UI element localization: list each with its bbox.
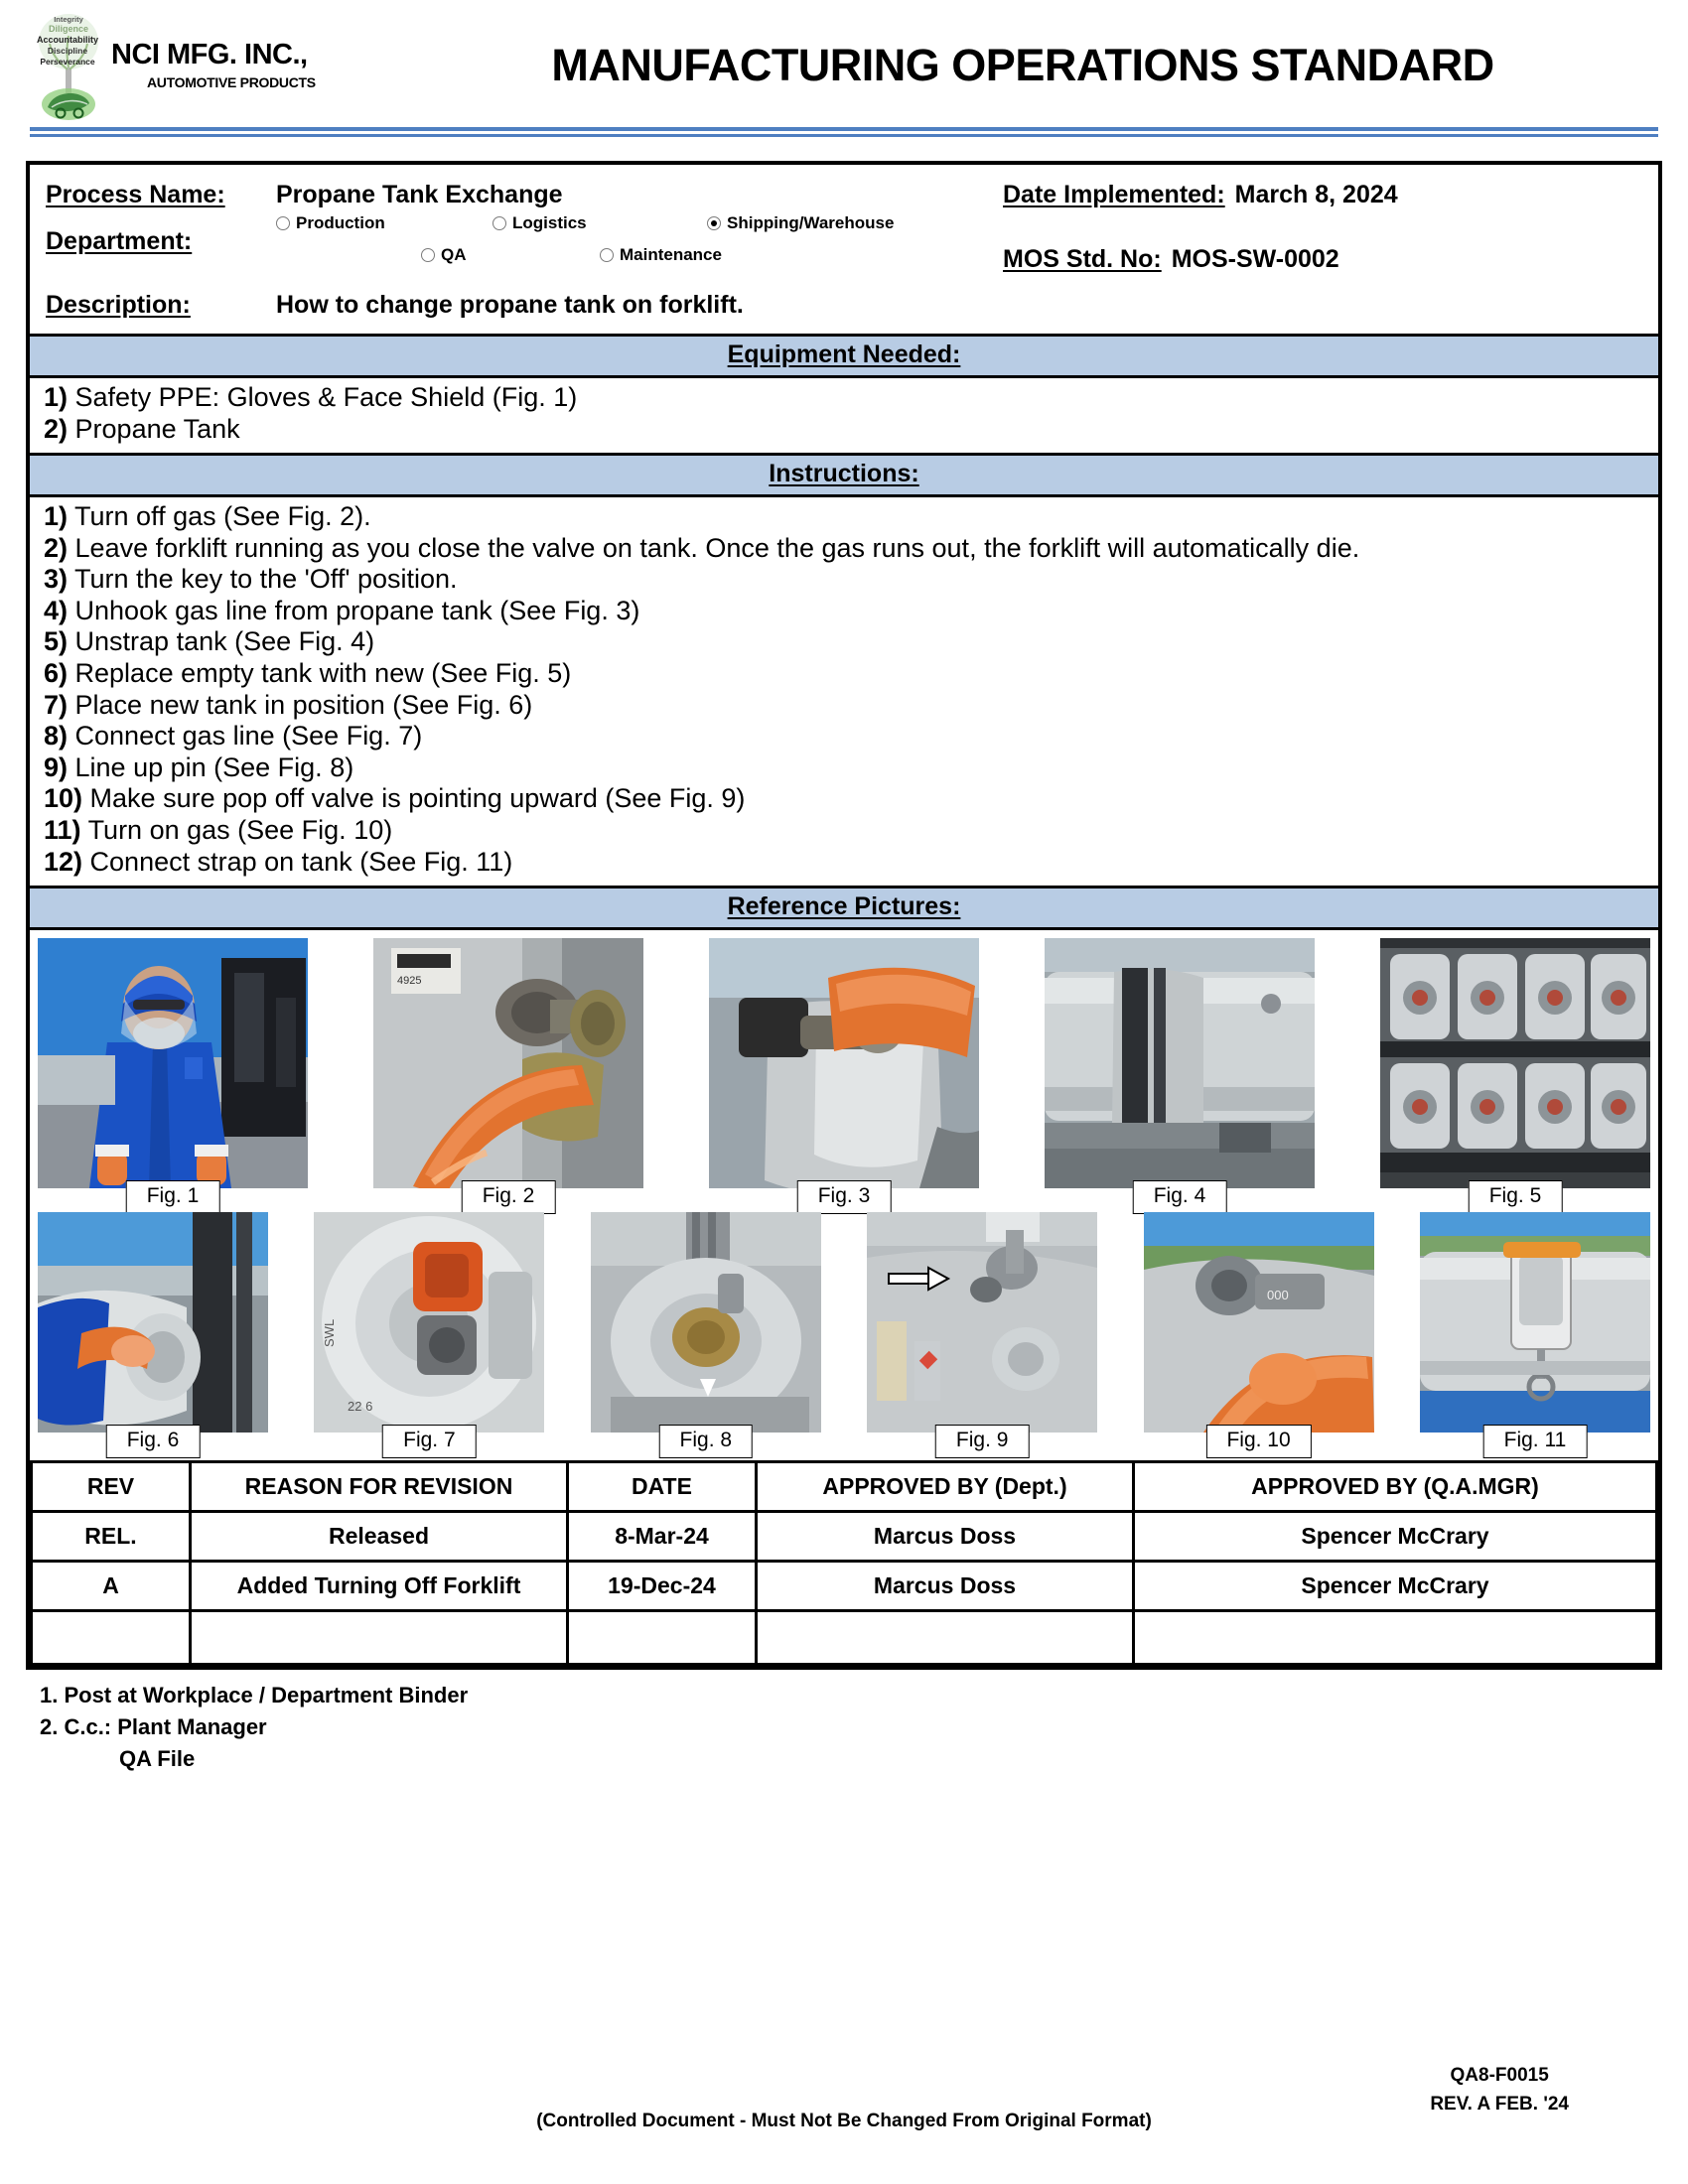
instruction-number: 11) [44, 814, 81, 845]
col-date: DATE [568, 1462, 757, 1512]
figure-9 [867, 1212, 1097, 1450]
figure-5-caption: Fig. 5 [1469, 1180, 1563, 1214]
equipment-item-text: Propane Tank [74, 413, 240, 444]
svg-text:SWL: SWL [322, 1318, 338, 1348]
footnotes [40, 1680, 1648, 1775]
figure-11-photo [1420, 1212, 1650, 1433]
col-reason: REASON FOR REVISION [191, 1462, 568, 1512]
radio-label: Shipping/Warehouse [727, 213, 895, 232]
svg-text:Discipline: Discipline [47, 46, 88, 56]
radio-dot-icon[interactable] [600, 248, 614, 262]
description-row [30, 281, 1658, 334]
company-tagline: AUTOMOTIVE PRODUCTS [147, 74, 316, 90]
cell-approved-qa: Spencer McCrary [1134, 1562, 1657, 1611]
radio-dot-icon[interactable] [421, 248, 435, 262]
instruction-text: Unhook gas line from propane tank (See Fig. 3) [74, 595, 640, 625]
page-title: MANUFACTURING OPERATIONS STANDARD [551, 40, 1494, 90]
figure-2-caption: Fig. 2 [462, 1180, 556, 1214]
company-logo [30, 10, 407, 121]
equipment-item-text: Safety PPE: Gloves & Face Shield (Fig. 1) [74, 382, 578, 412]
col-rev: REV [32, 1462, 191, 1512]
cell-reason: Released [191, 1512, 568, 1562]
cell-date: 19-Dec-24 [568, 1562, 757, 1611]
radio-label: QA [441, 245, 467, 264]
figure-7 [314, 1212, 544, 1450]
instruction-text: Make sure pop off valve is pointing upward (See Fig. 9) [89, 783, 746, 814]
instruction-number: 7) [44, 689, 69, 720]
instructions-heading: Instructions: [769, 460, 919, 488]
instruction-number: 10) [44, 783, 83, 814]
equipment-item [44, 382, 1644, 414]
controlled-document-note: (Controlled Document - Must Not Be Changed From Original Format) [536, 2111, 1152, 2131]
instruction-item [44, 847, 1644, 879]
col-approved-qa: APPROVED BY (Q.A.MGR) [1134, 1462, 1657, 1512]
figure-7-caption: Fig. 7 [382, 1425, 477, 1458]
figure-4-photo [1045, 938, 1315, 1188]
figure-6-caption: Fig. 6 [106, 1425, 201, 1458]
equipment-item-number: 2) [44, 413, 69, 444]
figure-11-caption: Fig. 11 [1483, 1425, 1588, 1458]
form-number-block [1430, 2062, 1569, 2118]
svg-text:Accountability: Accountability [36, 35, 99, 45]
equipment-needed-heading: Equipment Needed: [727, 341, 961, 368]
figure-8-caption: Fig. 8 [659, 1425, 754, 1458]
figure-7-photo [314, 1212, 544, 1433]
figure-10-photo [1144, 1212, 1374, 1433]
figure-4-caption: Fig. 4 [1133, 1180, 1227, 1214]
figure-1-photo [38, 938, 308, 1188]
figure-8 [591, 1212, 821, 1450]
instruction-item [44, 564, 1644, 596]
instruction-item [44, 815, 1644, 847]
radio-dot-icon[interactable] [276, 216, 290, 230]
radio-maintenance[interactable] [600, 245, 722, 265]
instruction-number: 3) [44, 564, 69, 595]
page-footer [0, 2065, 1688, 2132]
mos-std-no-value: MOS-SW-0002 [1171, 245, 1339, 273]
instruction-item [44, 690, 1644, 722]
footnote-2: 2. C.c.: Plant Manager [40, 1713, 267, 1739]
figure-6-photo [38, 1212, 268, 1433]
instruction-item [44, 752, 1644, 784]
radio-dot-icon[interactable] [492, 216, 506, 230]
process-name-row [30, 165, 1658, 209]
instructions-header [30, 453, 1658, 497]
table-row [32, 1611, 1657, 1665]
svg-text:000: 000 [1266, 1288, 1289, 1303]
instruction-number: 6) [44, 658, 69, 689]
cell-date [568, 1611, 757, 1665]
instruction-text: Unstrap tank (See Fig. 4) [74, 626, 375, 657]
figure-1 [38, 938, 308, 1206]
reference-picture-row-1 [38, 938, 1650, 1206]
equipment-needed-header [30, 334, 1658, 378]
svg-text:22 6: 22 6 [348, 1399, 373, 1415]
instruction-number: 9) [44, 751, 69, 782]
svg-text:4925: 4925 [397, 975, 422, 988]
instruction-item [44, 626, 1644, 658]
radio-label: Logistics [512, 213, 587, 232]
instruction-item [44, 783, 1644, 815]
figure-5 [1380, 938, 1650, 1206]
radio-dot-icon-selected[interactable] [707, 216, 721, 230]
cell-approved-dept: Marcus Doss [757, 1512, 1134, 1562]
footnote-3: QA File [119, 1745, 196, 1771]
instruction-text: Turn the key to the 'Off' position. [74, 564, 458, 595]
col-approved-dept: APPROVED BY (Dept.) [757, 1462, 1134, 1512]
revision-table [30, 1460, 1658, 1666]
description-value: How to change propane tank on forklift. [276, 291, 744, 319]
instruction-item [44, 501, 1644, 533]
cell-reason: Added Turning Off Forklift [191, 1562, 568, 1611]
cell-approved-qa: Spencer McCrary [1134, 1512, 1657, 1562]
instruction-item [44, 533, 1644, 565]
radio-production[interactable] [276, 213, 385, 233]
metadata-section [30, 165, 1658, 334]
instruction-text: Connect gas line (See Fig. 7) [74, 721, 423, 751]
instruction-number: 4) [44, 595, 69, 625]
cell-rev: REL. [32, 1512, 191, 1562]
instruction-item [44, 721, 1644, 752]
table-row [32, 1562, 1657, 1611]
radio-shipping-warehouse[interactable] [707, 213, 894, 233]
figure-10 [1144, 1212, 1374, 1450]
instruction-text: Replace empty tank with new (See Fig. 5) [74, 658, 572, 689]
cell-approved-qa [1134, 1611, 1657, 1665]
instruction-number: 8) [44, 721, 69, 751]
process-name-value: Propane Tank Exchange [276, 181, 563, 208]
figure-2-photo [373, 938, 643, 1188]
instruction-number: 12) [44, 846, 83, 877]
cell-rev: A [32, 1562, 191, 1611]
instruction-number: 1) [44, 501, 69, 532]
tree-logo-icon [30, 10, 107, 121]
figure-3 [709, 938, 979, 1206]
figure-8-photo [591, 1212, 821, 1433]
radio-logistics[interactable] [492, 213, 587, 233]
company-name-block [111, 41, 316, 90]
cell-approved-dept: Marcus Doss [757, 1562, 1134, 1611]
form-number: QA8-F0015 [1450, 2065, 1549, 2086]
equipment-item-number: 1) [44, 382, 69, 412]
figure-6 [38, 1212, 268, 1450]
equipment-item [44, 414, 1644, 446]
instruction-text: Place new tank in position (See Fig. 6) [74, 689, 533, 720]
figure-11 [1420, 1212, 1650, 1450]
process-name-label: Process Name: [46, 181, 225, 208]
cell-approved-dept [757, 1611, 1134, 1665]
date-implemented-value: March 8, 2024 [1234, 181, 1398, 208]
figure-9-photo [867, 1212, 1097, 1433]
date-implemented-label: Date Implemented: [1003, 181, 1225, 208]
figure-3-photo [709, 938, 979, 1188]
divider-thin-line [30, 134, 1658, 137]
reference-pictures-header [30, 886, 1658, 930]
equipment-list [30, 378, 1658, 453]
document-body [26, 161, 1662, 1670]
cell-rev [32, 1611, 191, 1665]
cell-reason [191, 1611, 568, 1665]
instruction-text: Turn on gas (See Fig. 10) [87, 814, 393, 845]
svg-text:Integrity: Integrity [54, 15, 83, 24]
department-row [30, 209, 1658, 281]
instruction-item [44, 658, 1644, 690]
instructions-list [30, 497, 1658, 886]
footnote-1: 1. Post at Workplace / Department Binder [40, 1683, 469, 1708]
radio-label: Production [296, 213, 385, 232]
reference-pictures-grid [30, 930, 1658, 1460]
instruction-item [44, 596, 1644, 627]
figure-2 [373, 938, 643, 1206]
figure-10-caption: Fig. 10 [1205, 1425, 1311, 1458]
reference-picture-row-2 [38, 1212, 1650, 1450]
revision-table-header-row [32, 1462, 1657, 1512]
figure-3-caption: Fig. 3 [797, 1180, 892, 1214]
header-divider [0, 127, 1688, 137]
svg-text:Perseverance: Perseverance [40, 57, 95, 67]
reference-pictures-heading: Reference Pictures: [727, 892, 961, 921]
cell-date: 8-Mar-24 [568, 1512, 757, 1562]
figure-4 [1045, 938, 1315, 1206]
instruction-text: Turn off gas (See Fig. 2). [74, 501, 371, 532]
svg-text:Diligence: Diligence [48, 24, 89, 34]
department-label: Department: [46, 226, 193, 255]
instruction-number: 2) [44, 532, 69, 563]
description-label: Description: [46, 291, 191, 319]
table-row [32, 1512, 1657, 1562]
instruction-text: Connect strap on tank (See Fig. 11) [89, 846, 513, 877]
instruction-number: 5) [44, 626, 69, 657]
figure-5-photo [1380, 938, 1650, 1188]
form-revision: REV. A FEB. '24 [1430, 2093, 1569, 2115]
instruction-text: Line up pin (See Fig. 8) [74, 751, 354, 782]
figure-9-caption: Fig. 9 [935, 1425, 1030, 1458]
department-radio-group[interactable] [276, 211, 971, 271]
instruction-text: Leave forklift running as you close the valve on tank. Once the gas runs out, the forklift will automatically die. [74, 532, 1360, 563]
company-name: NCI MFG. INC., [111, 39, 308, 70]
mos-std-no-label: MOS Std. No: [1003, 245, 1162, 273]
radio-label: Maintenance [620, 245, 722, 264]
document-header [0, 0, 1688, 125]
radio-qa[interactable] [421, 245, 467, 265]
figure-1-caption: Fig. 1 [126, 1180, 220, 1214]
